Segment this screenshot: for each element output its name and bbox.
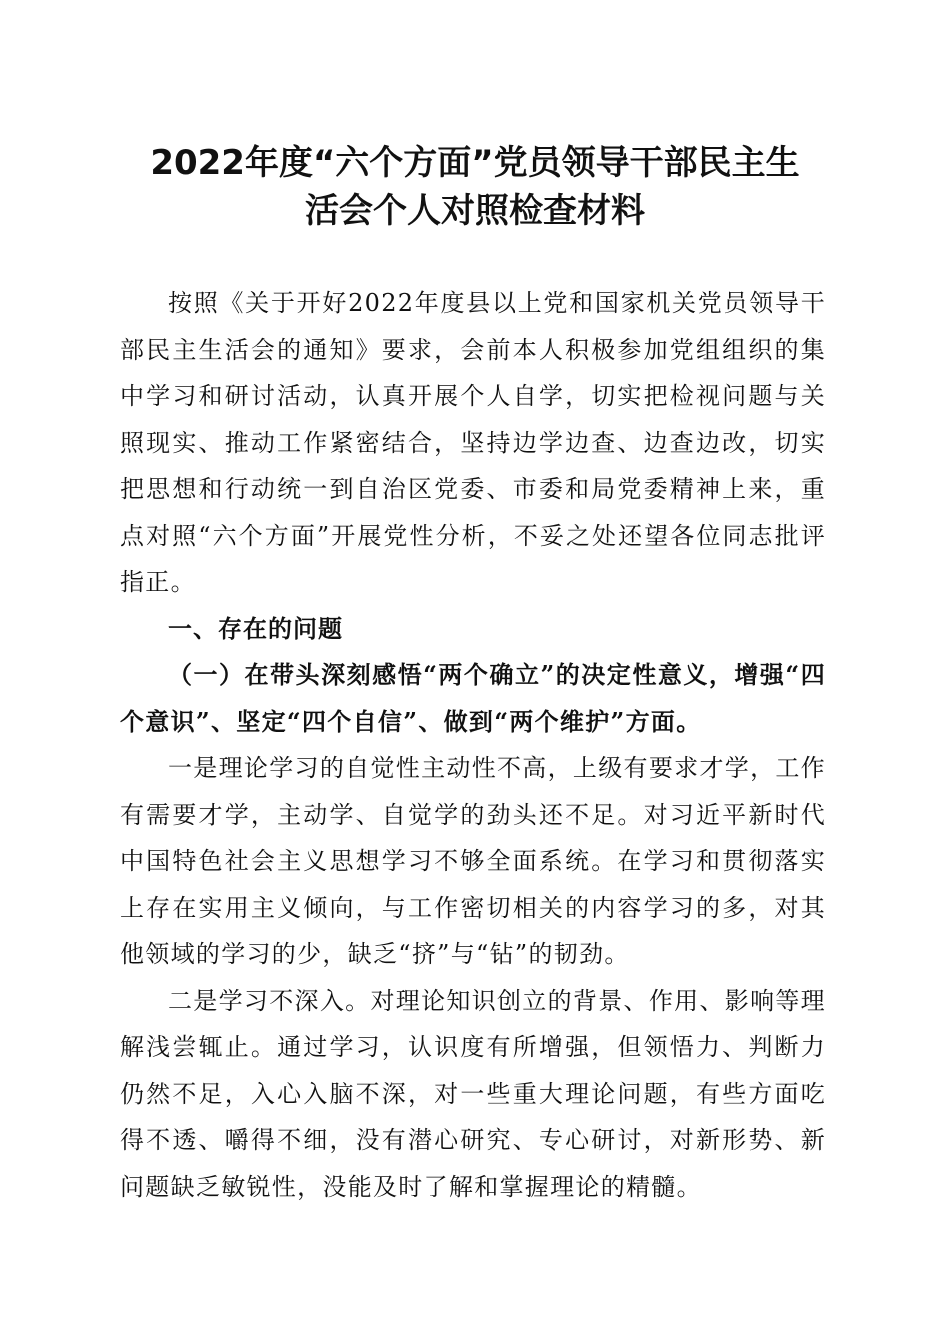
document-title-line-1: 2022年度“六个方面”党员领导干部民主生 [150, 143, 800, 183]
document-body [120, 280, 826, 1210]
intro-paragraph: 按照《关于开好2022年度县以上党和国家机关党员领导干部民主生活会的通知》要求，会前本人积极参加党组组织的集中学习和研讨活动，认真开展个人自学，切实把检视问题与关照现实、推动工作紧密结合，坚持边学边查、边查边改，切实把思想和行动统一到自治区党委、市委和局党委精神上来，重点对照“六个方面”开展党性分析，不妥之处还望各位同志批评指正。 [120, 289, 826, 596]
section-heading-problems: 一、存在的问题 [168, 614, 343, 643]
point-paragraph-2: 二是学习不深入。对理论知识创立的背景、作用、影响等理解浅尝辄止。通过学习，认识度有所增强，但领悟力、判断力仍然不足，入心入脑不深，对一些重大理论问题，有些方面吃得不透、嚼得不细，没有潜心研究、专心研讨，对新形势、新问题缺乏敏锐性，没能及时了解和掌握理论的精髓。 [120, 986, 826, 1201]
point-paragraph-1: 一是理论学习的自觉性主动性不高，上级有要求才学，工作有需要才学，主动学、自觉学的劲头还不足。对习近平新时代中国特色社会主义思想学习不够全面系统。在学习和贯彻落实上存在实用主义倾向，与工作密切相关的内容学习的多，对其他领域的学习的少，缺乏“挤”与“钻”的韧劲。 [120, 754, 826, 968]
document-title-line-2: 活会个人对照检查材料 [305, 191, 645, 231]
subsection-heading-1: （一）在带头深刻感悟“两个确立”的决定性意义，增强“四个意识”、坚定“四个自信”、做到“两个维护”方面。 [120, 660, 826, 736]
